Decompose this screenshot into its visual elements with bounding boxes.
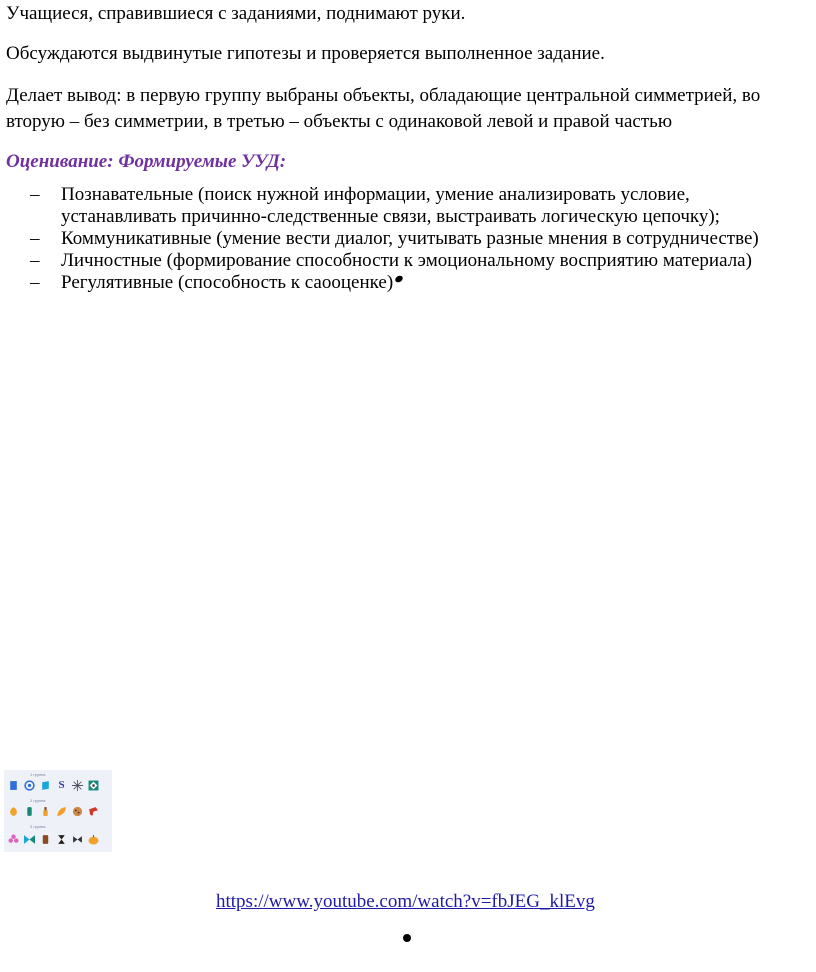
dash-bullet: –: [30, 250, 40, 271]
butterfly-icon: [72, 834, 83, 845]
letter-s-icon: S: [58, 779, 65, 791]
pumpkin-icon: [88, 834, 99, 845]
dash-bullet: –: [30, 228, 40, 249]
uud-list: [6, 184, 759, 294]
paragraph-hypotheses-discussed: Обсуждаются выдвинутые гипотезы и проверяется выполненное задание.: [6, 43, 605, 64]
cyan-tile-icon: [40, 780, 51, 791]
leaf-icon: [56, 806, 67, 817]
pink-flower-icon: [8, 834, 19, 845]
thumbnail-row-3: [8, 834, 99, 845]
group-label: 1 группа: [30, 772, 46, 777]
cookie-icon: [72, 806, 83, 817]
snowflake-icon: [24, 780, 35, 791]
sparkle-icon: [72, 780, 83, 791]
paragraph-conclusion-line1: Делает вывод: в первую группу выбраны объекты, обладающие центральной симметрией, во: [6, 85, 761, 106]
paragraph-conclusion-line2: вторую – без симметрии, в третью – объекты с одинаковой левой и правой частью: [6, 111, 673, 132]
bottle-icon: [40, 806, 51, 817]
paragraph-students-raise-hands: Учащиеся, справившиеся с заданиями, поднимают руки.: [6, 3, 466, 24]
thumbnail-row-1: [8, 780, 99, 791]
orange-leaf-icon: [8, 806, 19, 817]
jar-icon: [40, 834, 51, 845]
list-item-text: Регулятивные (способность к саооценке): [61, 272, 394, 293]
group-label: 3 группа: [30, 824, 46, 829]
list-item-cognitive: [6, 184, 759, 228]
bullet-dot-icon: [394, 274, 404, 283]
symmetry-groups-thumbnail: [4, 770, 112, 852]
list-item-regulatory: [6, 272, 759, 294]
list-item-text: Познавательные (поиск нужной информации, умение анализировать условие,: [61, 184, 690, 205]
list-item-text: устанавливать причинно-следственные связи, выстраивать логическую цепочку);: [61, 206, 720, 227]
blue-card-icon: [8, 780, 19, 791]
red-tool-icon: [88, 806, 99, 817]
green-figure-icon: [24, 806, 35, 817]
dash-bullet: –: [30, 272, 40, 293]
dash-bullet: –: [30, 184, 40, 205]
group-label: 2 группа: [30, 798, 46, 803]
thumbnail-row-2: [8, 806, 99, 817]
bullet-dot-icon: [403, 934, 411, 942]
list-item-personal: [6, 250, 759, 272]
hourglass-icon: [56, 834, 67, 845]
checkered-tile-icon: [88, 780, 99, 791]
list-item-text: Личностные (формирование способности к эмоциональному восприятию материала): [61, 250, 752, 271]
list-item-text: Коммуникативные (умение вести диалог, учитывать разные мнения в сотрудничестве): [61, 228, 759, 249]
youtube-link[interactable]: https://www.youtube.com/watch?v=fbJEG_klEvg: [216, 891, 595, 912]
list-item-communicative: [6, 228, 759, 250]
bow-icon: [24, 834, 35, 845]
heading-assessment: Оценивание: Формируемые УУД:: [6, 151, 287, 172]
